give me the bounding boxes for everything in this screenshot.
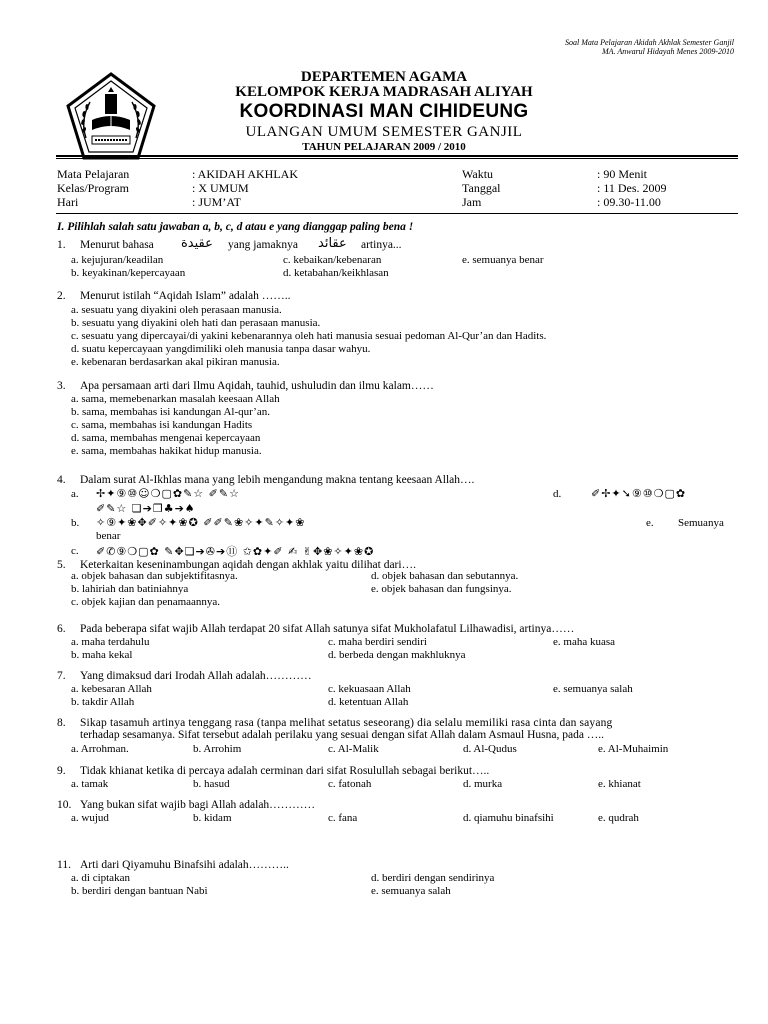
q4-option-e-label: e.: [646, 517, 654, 529]
q7-option-c: c. kekuasaan Allah: [328, 683, 411, 695]
title-line1: DEPARTEMEN AGAMA: [300, 69, 468, 85]
q3-option-a: a. sama, memebenarkan masalah keesaan Allah: [71, 393, 280, 405]
q2-number: 2.: [57, 290, 66, 302]
q4-option-b-glyphs: ✧⑨✦❀✥✐✧✦❀✪ ✐✐✎❀✧✦✎✧✦❀: [96, 516, 306, 529]
q3-text: Apa persamaan arti dari Ilmu Aqidah, tauhid, ushuludin dan ilmu kalam……: [80, 380, 434, 392]
label-class: Kelas/Program: [57, 181, 129, 195]
title-line4: ULANGAN UMUM SEMESTER GANJIL: [245, 124, 523, 140]
q4-option-b-label: b.: [71, 517, 80, 529]
q7-option-b: b. takdir Allah: [71, 696, 135, 708]
title-line3: KOORDINASI MAN CIHIDEUNG: [239, 101, 529, 122]
q7-number: 7.: [57, 670, 66, 682]
q2-options: [71, 304, 546, 369]
q6-option-c: c. maha berdiri sendiri: [328, 636, 427, 648]
q11-option-d: d. berdiri dengan sendirinya: [371, 872, 495, 884]
q9-option-a: a. tamak: [71, 778, 109, 790]
q6-option-a: a. maha terdahulu: [71, 636, 150, 648]
q4-option-a-label: a.: [71, 488, 79, 500]
q9-option-d: d. murka: [463, 778, 503, 790]
q10-option-a: a. wujud: [71, 812, 109, 824]
value-day: : JUM’AT: [192, 195, 242, 209]
q9-option-e: e. khianat: [598, 778, 641, 790]
q1-text-b: yang jamaknya: [228, 239, 298, 251]
q2-option-a: a. sesuatu yang diyakini oleh perasaan manusia.: [71, 304, 282, 316]
q10-option-d: d. qiamuhu binafsihi: [463, 812, 554, 824]
q3-number: 3.: [57, 380, 66, 392]
q1-option-c: c. kebaikan/kebenaran: [283, 254, 382, 266]
q4-option-a-glyphs-1: ✢✦⑨⑩☺❍▢✿✎☆ ✐✎☆: [96, 487, 240, 500]
q7-option-e: e. semuanya salah: [553, 683, 633, 695]
q5-number: 5.: [57, 559, 66, 571]
q3-options: [71, 393, 280, 458]
header-note: [565, 38, 734, 56]
instruction: I. Pilihlah salah satu jawaban a, b, c, d atau e yang dianggap paling bena !: [57, 221, 414, 233]
q1-option-a: a. kejujuran/keadilan: [71, 254, 164, 266]
q1-option-d: d. ketabahan/keikhlasan: [283, 267, 389, 279]
q4-text: Dalam surat Al-Ikhlas mana yang lebih mengandung makna tentang keesaan Allah….: [80, 474, 475, 486]
q8-option-e: e. Al-Muhaimin: [598, 743, 669, 755]
q2-text: Menurut istilah “Aqidah Islam” adalah ……..: [80, 290, 291, 302]
label-date: Tanggal: [462, 181, 501, 195]
q4-option-c-glyphs: ✐✆⑨❍▢✿ ✎✥❏➔✇➔⑪ ✩✿✦✐ ✍ ✌✥❀✧✦❀✪: [96, 545, 375, 558]
q1-option-e: e. semuanya benar: [462, 254, 544, 266]
q4-option-c-label: c.: [71, 545, 79, 557]
q8-option-a: a. Arrohman.: [71, 743, 129, 755]
label-day: Hari: [57, 195, 79, 209]
q4-option-d-label: d.: [553, 488, 562, 500]
info-divider: [56, 213, 738, 214]
q1-arabic-aqaid: عقائد: [318, 236, 347, 251]
q2-option-e: e. kebenaran berdasarkan akal pikiran manusia.: [71, 356, 280, 368]
q7-option-a: a. kebesaran Allah: [71, 683, 152, 695]
q6-option-d: d. berbeda dengan makhluknya: [328, 649, 466, 661]
value-time: : 09.30-11.00: [597, 195, 661, 209]
q11-option-b: b. berdiri dengan bantuan Nabi: [71, 885, 208, 897]
q3-option-e: e. sama, membahas hakikat hidup manusia.: [71, 445, 262, 457]
q10-number: 10.: [57, 799, 72, 811]
q9-option-c: c. fatonah: [328, 778, 372, 790]
q5-option-e: e. objek bahasan dan fungsinya.: [371, 583, 512, 595]
q5-option-c: c. objek kajian dan penamaannya.: [71, 596, 221, 608]
q8-text-line2: terhadap sesamanya. Sifat tersebut adalah perilaku yang sesuai dengan sifat Allah dalam Asmaul Husna, pada …..: [80, 729, 605, 741]
q8-number: 8.: [57, 717, 66, 729]
q5-option-b: b. lahiriah dan batiniahnya: [71, 583, 189, 595]
q8-option-b: b. Arrohim: [193, 743, 242, 755]
q6-text: Pada beberapa sifat wajib Allah terdapat 20 sifat Allah satunya sifat Mukholafatul Lilhawadisi, artinya……: [80, 623, 575, 635]
info-labels-right: [462, 167, 500, 209]
q8-text-line1: Sikap tasamuh artinya tenggang rasa (tanpa melihat setatus seseorang) dia selalu memiliki rasa cinta dan sayang: [80, 717, 613, 729]
q11-text: Arti dari Qiyamuhu Binafsihi adalah………..: [80, 859, 289, 871]
q4-number: 4.: [57, 474, 66, 486]
q7-option-d: d. ketentuan Allah: [328, 696, 409, 708]
q10-option-c: c. fana: [328, 812, 358, 824]
q4-option-a-glyphs-2: ✐✎☆ ❏➔❒♣➔♠: [96, 502, 196, 515]
q3-option-d: d. sama, membahas mengenai kepercayaan: [71, 432, 261, 444]
value-date: : 11 Des. 2009: [597, 181, 667, 195]
label-time: Jam: [462, 195, 482, 209]
title-line2: KELOMPOK KERJA MADRASAH ALIYAH: [235, 84, 533, 100]
q1-text-a: Menurut bahasa: [80, 239, 154, 251]
q11-option-a: a. di ciptakan: [71, 872, 130, 884]
q7-text: Yang dimaksud dari Irodah Allah adalah…………: [80, 670, 312, 682]
q1-number: 1.: [57, 239, 66, 251]
info-values-right: [597, 167, 667, 209]
q4-option-e-text: Semuanya: [678, 517, 724, 529]
q10-text: Yang bukan sifat wajib bagi Allah adalah…………: [80, 799, 316, 811]
q3-option-c: c. sama, membahas isi kandungan Hadits: [71, 419, 253, 431]
info-values-left: [192, 167, 298, 209]
value-duration: : 90 Menit: [597, 167, 647, 181]
q2-option-d: d. suatu kepercayaan yangdimiliki oleh manusia tanpa dasar wahyu.: [71, 343, 371, 355]
header-note-line2: MA. Anwarul Hidayah Menes 2009-2010: [601, 47, 734, 56]
q10-option-b: b. kidam: [193, 812, 232, 824]
title-line5: TAHUN PELAJARAN 2009 / 2010: [302, 141, 466, 153]
q1-text-c: artinya...: [361, 239, 402, 251]
value-subject: : AKIDAH AKHLAK: [192, 167, 298, 181]
value-class: : X UMUM: [192, 181, 249, 195]
q6-number: 6.: [57, 623, 66, 635]
header-note-line1: Soal Mata Pelajaran Akidah Akhlak Semester Ganjil: [564, 38, 734, 47]
q5-option-a: a. objek bahasan dan subjektifitasnya.: [71, 570, 238, 582]
label-subject: Mata Pelajaran: [57, 167, 130, 181]
q10-option-e: e. qudrah: [598, 812, 639, 824]
header-divider: [56, 155, 738, 157]
q6-option-b: b. maha kekal: [71, 649, 133, 661]
header-divider-thin: [56, 158, 738, 159]
q3-option-b: b. sama, membahas isi kandungan Al-qur’an.: [71, 406, 270, 418]
q9-text: Tidak khianat ketika di percaya adalah cerminan dari sifat Rosulullah sebagai berikut…..: [80, 765, 490, 777]
label-duration: Waktu: [462, 167, 494, 181]
q2-option-b: b. sesuatu yang diyakini oleh hati dan perasaan manusia.: [71, 317, 321, 329]
q2-option-c: c. sesuatu yang dipercayai/di yakini kebenarannya oleh hati manusia sesuai pedoman Al-Qur’an dan Hadits.: [71, 330, 547, 342]
q8-option-c: c. Al-Malik: [328, 743, 379, 755]
q8-option-d: d. Al-Qudus: [463, 743, 517, 755]
q1-option-b: b. keyakinan/kepercayaan: [71, 267, 186, 279]
q4-option-e-text-cont: benar: [96, 530, 121, 542]
q5-text: Keterkaitan keseninambungan aqidah dengan akhlak yaitu dilihat dari….: [80, 559, 416, 571]
q9-number: 9.: [57, 765, 66, 777]
info-labels-left: [57, 167, 129, 209]
q9-option-b: b. hasud: [193, 778, 230, 790]
q5-option-d: d. objek bahasan dan sebutannya.: [371, 570, 519, 582]
q11-option-e: e. semuanya salah: [371, 885, 451, 897]
q4-option-d-glyphs: ✐✢✦➘⑨⑩❍▢✿: [591, 487, 687, 500]
q6-option-e: e. maha kuasa: [553, 636, 615, 648]
q11-number: 11.: [57, 859, 71, 871]
q1-arabic-aqidah: عقيدة: [181, 236, 213, 251]
